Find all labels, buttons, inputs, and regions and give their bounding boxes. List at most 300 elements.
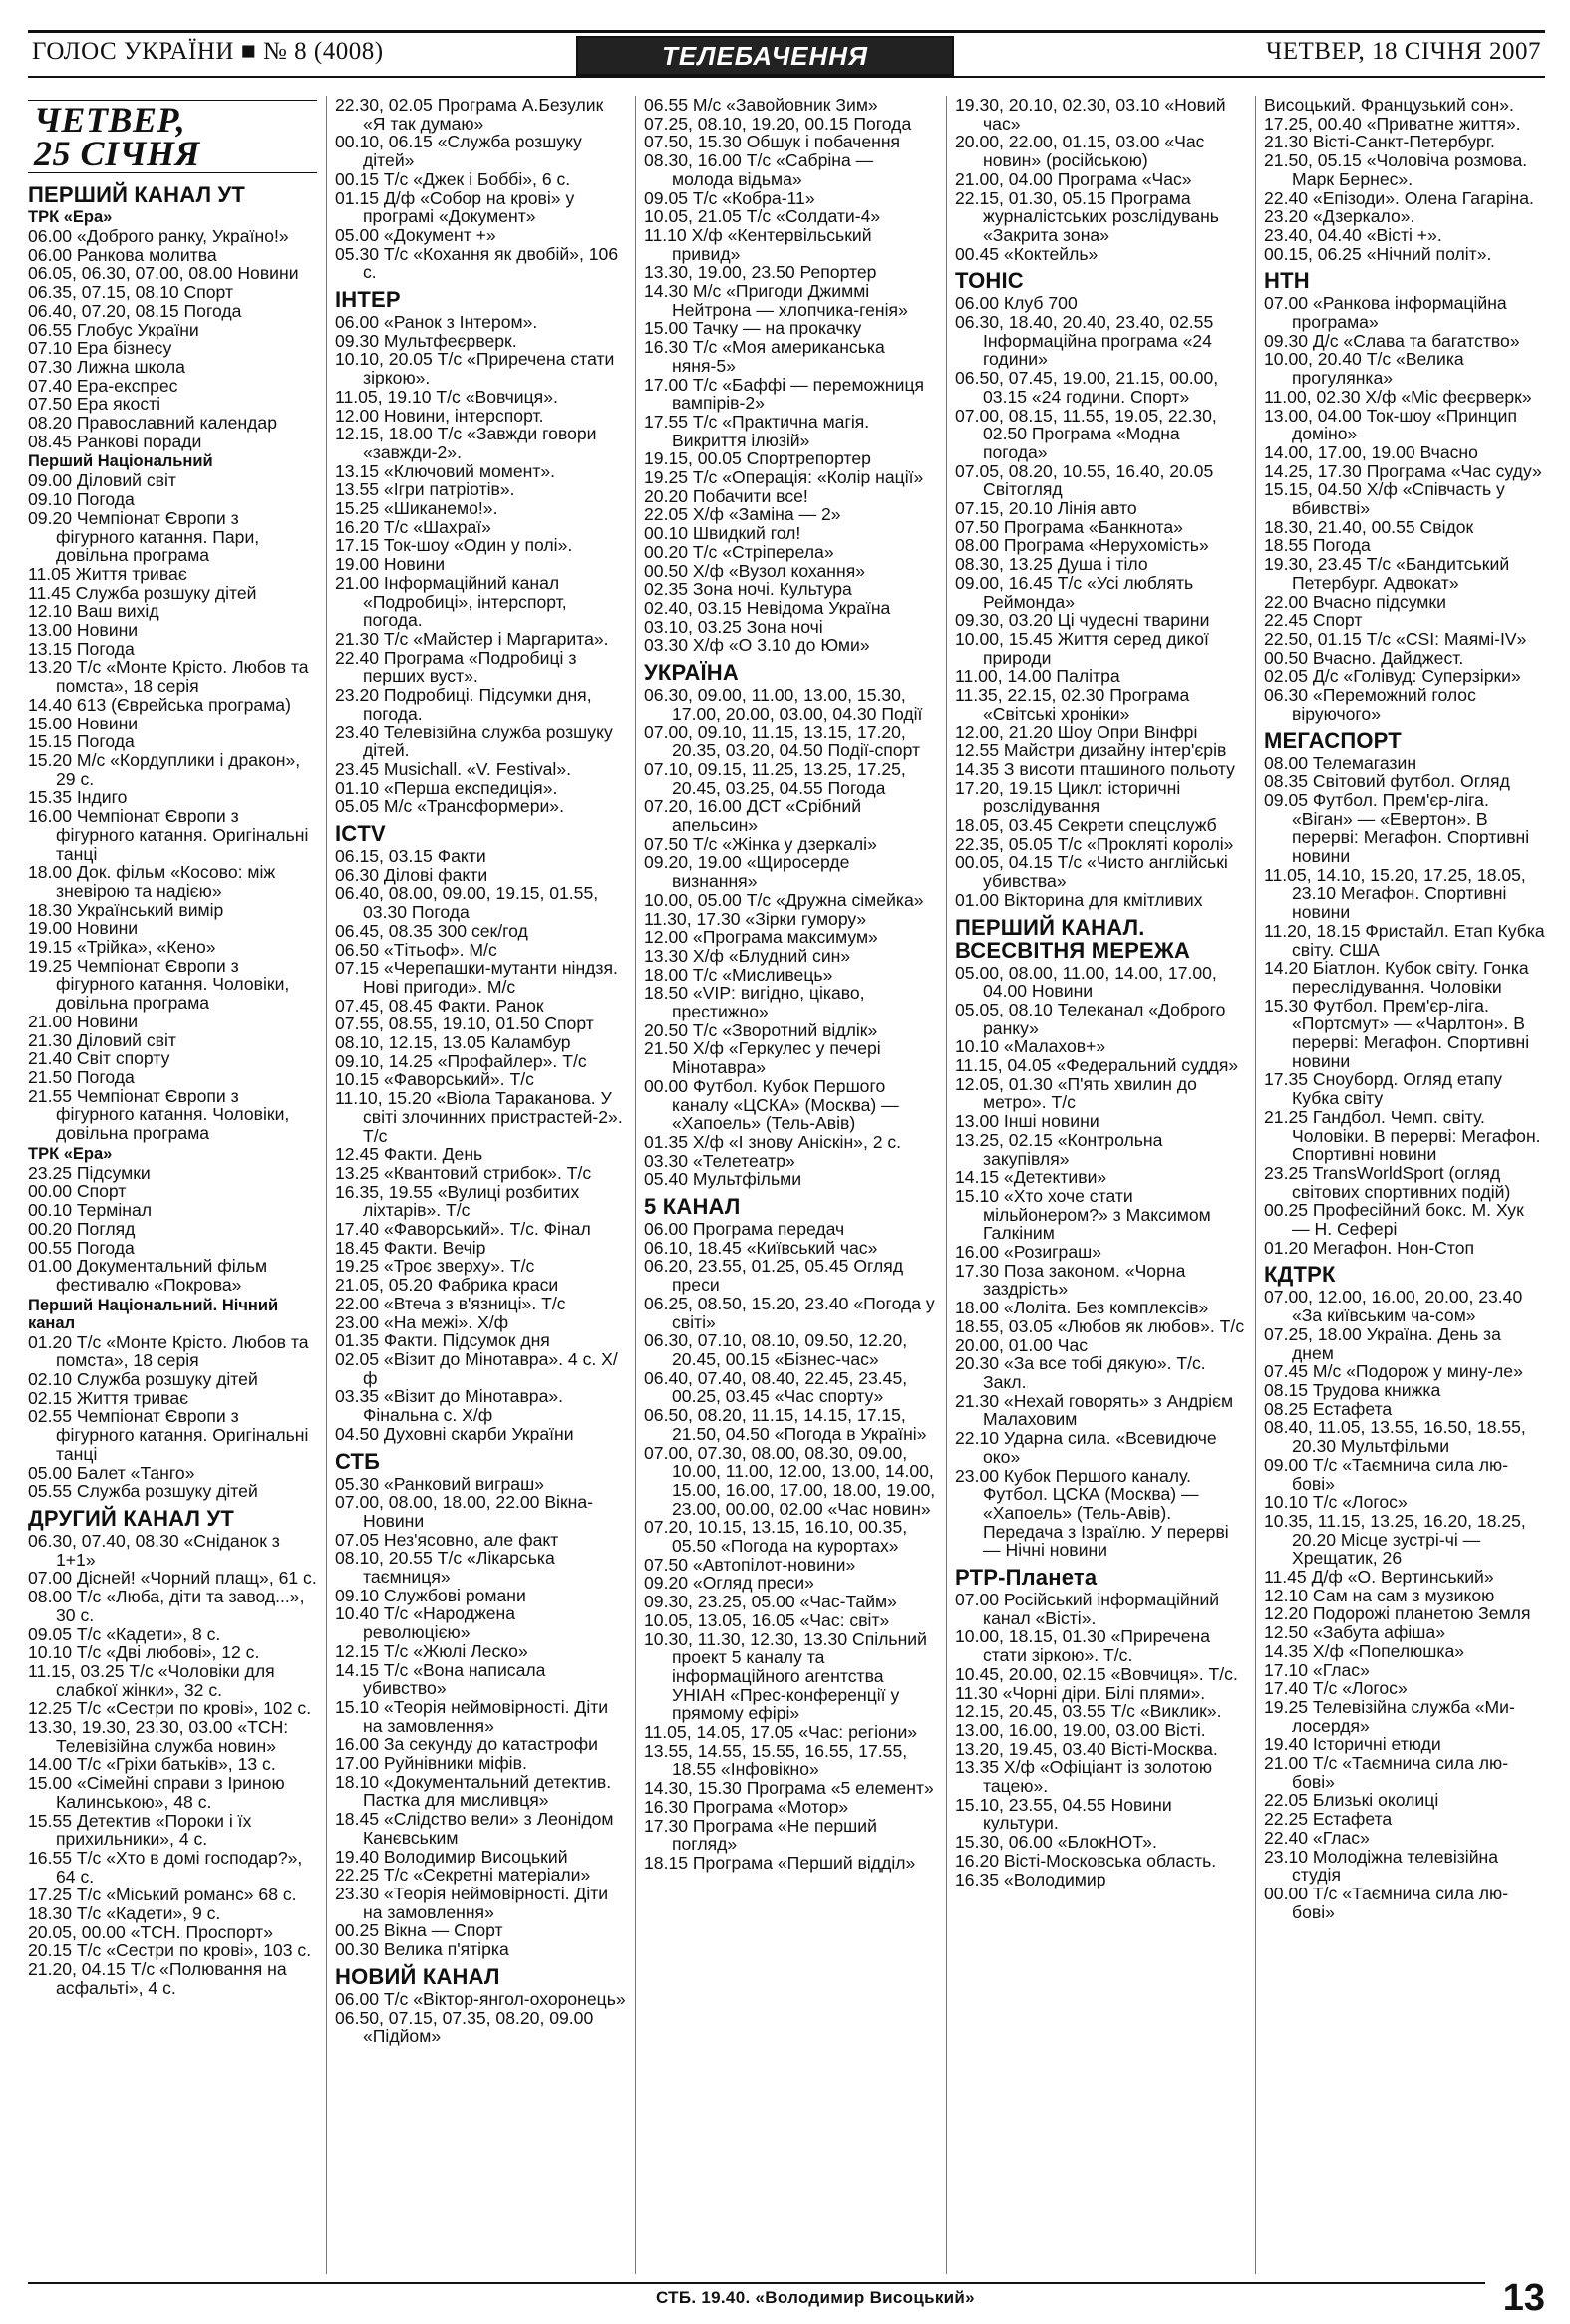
programme-entry: 07.20, 10.15, 13.15, 16.10, 00.35, 05.50 «Погода на курортах» xyxy=(644,1517,908,1557)
programme-entry: 14.35 Х/ф «Попелюшка» xyxy=(1264,1640,1465,1661)
programme-entry: 21.55 Чемпіонат Європи з фігурного катання. Чоловіки, довільна програма xyxy=(28,1085,290,1144)
programme-entry: 05.55 Служба розшуку дітей xyxy=(28,1481,258,1502)
programme-entry: 21.30 Т/с «Майстер і Маргарита». xyxy=(335,628,609,649)
programme-entry: 03.30 Х/ф «О 3.10 до Юми» xyxy=(644,635,870,656)
channel-title: ДРУГИЙ КАНАЛ УТ xyxy=(28,1506,234,1531)
programme-entry: 19.00 Новини xyxy=(28,918,139,939)
programme-entry: 12.10 Сам на сам з музикою xyxy=(1264,1585,1495,1605)
programme-entry: 07.00, 08.00, 18.00, 22.00 Вікна-Новини xyxy=(335,1492,594,1531)
programme-entry: 02.05 Д/с «Голівуд: Суперзірки» xyxy=(1264,666,1521,687)
programme-entry: 09.05 Т/с «Кадети», 8 с. xyxy=(28,1623,221,1644)
programme-entry: 12.55 Майстри дизайну інтер'єрів xyxy=(955,740,1227,761)
programme-entry: 07.20, 16.00 ДСТ «Срібний апельсин» xyxy=(644,796,862,836)
programme-entry: 09.30, 03.20 Ці чудесні тварини xyxy=(955,610,1210,631)
programme-entry: 10.05, 13.05, 16.05 «Час: світ» xyxy=(644,1609,890,1630)
programme-entry: 09.20, 19.00 «Щиросерде визнання» xyxy=(644,852,850,892)
programme-entry: 10.00, 15.45 Життя серед дикої природи xyxy=(955,628,1209,668)
programme-entry: 13.30 Х/ф «Блудний син» xyxy=(644,945,851,966)
programme-entry: 15.00 Новини xyxy=(28,713,139,733)
programme-entry: 18.30 Український вимір xyxy=(28,899,224,920)
programme-entry: 23.45 Musichall. «V. Festival». xyxy=(335,758,571,779)
programme-entry: 06.55 Глобус України xyxy=(28,319,199,340)
programme-entry: 10.10 Т/с «Дві любові», 12 с. xyxy=(28,1642,260,1663)
programme-entry: 06.50, 08.20, 11.15, 14.15, 17.15, 21.50, 04.50 «Погода в Україні» xyxy=(644,1405,927,1444)
programme-entry: 07.15, 20.10 Лінія авто xyxy=(955,498,1137,519)
programme-entry: 11.45 Д/ф «О. Вертинський» xyxy=(1264,1567,1494,1588)
programme-entry: 20.00, 22.00, 01.15, 03.00 «Час новин» (російською) xyxy=(955,132,1205,171)
programme-entry: 12.15, 18.00 Т/с «Завжди говори «завжди-2». xyxy=(335,424,597,462)
programme-entry: 00.25 Професійний бокс. М. Хук — Н. Сефері xyxy=(1264,1200,1524,1240)
programme-entry: 10.30, 11.30, 12.30, 13.30 Спільний проект 5 каналу та інформаційного агентства УНІАН «Прес-конференції у прямому ефірі» xyxy=(644,1628,927,1724)
programme-entry: 15.20 М/с «Кордуплики і дракон», 29 с. xyxy=(28,749,301,789)
programme-entry: 09.20 Чемпіонат Європи з фігурного катання. Пари, довільна програма xyxy=(28,507,260,566)
programme-entry: 05.30 Т/с «Кохання як двобій», 106 с. xyxy=(335,243,619,283)
programme-entry: 08.00 Програма «Нерухомість» xyxy=(955,535,1209,556)
programme-entry: 06.30, 07.10, 08.10, 09.50, 12.20, 20.45, 00.15 «Бізнес-час» xyxy=(644,1330,908,1369)
programme-entry: 22.50, 01.15 Т/с «CSI: Маямі-IV» xyxy=(1264,628,1527,649)
programme-entry: 08.10, 12.15, 13.05 Каламбур xyxy=(335,1032,571,1053)
channel-title: ICTV xyxy=(335,821,386,847)
programme-entry: 13.15 «Ключовий момент». xyxy=(335,460,556,481)
programme-entry: 19.15 «Трійка», «Кено» xyxy=(28,937,216,958)
programme-entry: 21.00 Інформаційний канал «Подробиці», інтерспорт, погода. xyxy=(335,572,567,631)
programme-entry: 21.30 Вісті-Санкт-Петербург. xyxy=(1264,132,1495,152)
programme-entry: 23.00 «На межі». Х/ф xyxy=(335,1311,509,1332)
column-divider xyxy=(635,96,636,2274)
masthead-top-rule xyxy=(28,30,1545,33)
programme-entry: 01.20 Мегафон. Нон-Стоп xyxy=(1264,1237,1475,1258)
tv-listings xyxy=(28,96,1545,2274)
programme-entry: 09.10, 14.25 «Профайлер». Т/с xyxy=(335,1050,587,1071)
programme-entry: 16.20 Т/с «Шахраї» xyxy=(335,516,491,537)
programme-entry: 06.45, 08.35 300 сек/год xyxy=(335,920,528,941)
programme-entry: 10.15 «Фаворський». Т/с xyxy=(335,1069,534,1090)
programme-entry: 16.00 Чемпіонат Європи з фігурного катання. Оригінальні танці xyxy=(28,806,309,864)
page-number: 13 xyxy=(1502,2277,1545,2319)
programme-entry: 18.00 «Лоліта. Без комплексів» xyxy=(955,1298,1209,1318)
programme-entry: 07.05 Нез'ясовно, але факт xyxy=(335,1529,559,1550)
programme-entry: 13.30, 19.00, 23.50 Репортер xyxy=(644,262,877,283)
programme-entry: 01.35 Х/ф «І знову Аніскін», 2 с. xyxy=(644,1131,902,1152)
programme-entry: 03.30 «Телетеатр» xyxy=(644,1150,795,1171)
programme-entry: 17.25, 00.40 «Приватне життя». xyxy=(1264,113,1521,134)
programme-entry: 06.40, 07.20, 08.15 Погода xyxy=(28,300,242,321)
channel-title: НОВИЙ КАНАЛ xyxy=(335,1963,500,1989)
programme-entry: 05.00 «Документ +» xyxy=(335,224,496,245)
programme-entry: 10.45, 20.00, 02.15 «Вовчиця». Т/с. xyxy=(955,1663,1238,1684)
programme-entry: 17.30 Програма «Не перший погляд» xyxy=(644,1815,877,1855)
channel-subtitle: Перший Національний. Нічний канал xyxy=(28,1296,279,1332)
programme-entry: 17.00 Т/с «Баффі — переможниця вампірів-2» xyxy=(644,374,925,414)
programme-entry: 21.50, 05.15 «Чоловіча розмова. Марк Бернес». xyxy=(1264,150,1528,189)
listing-column-2 xyxy=(335,96,626,2274)
programme-entry: 00.00 Спорт xyxy=(28,1181,127,1202)
programme-entry: 19.25 Т/с «Операція: «Колір нації» xyxy=(644,467,924,488)
programme-entry: 13.20, 19.45, 03.40 Вісті-Москва. xyxy=(955,1738,1218,1759)
programme-entry: 18.50 «VIP: вигідно, цікаво, престижно» xyxy=(644,983,865,1022)
programme-entry: 06.30, 09.00, 11.00, 13.00, 15.30, 17.00, 20.00, 03.00, 04.30 Події xyxy=(644,685,923,724)
programme-entry: 20.05, 00.00 «ТСН. Проспорт» xyxy=(28,1921,274,1942)
day-heading: ЧЕТВЕР, xyxy=(34,100,186,140)
programme-entry: 23.25 Підсумки xyxy=(28,1162,151,1183)
programme-entry: 17.40 «Фаворський». Т/с. Фінал xyxy=(335,1219,591,1240)
programme-entry: 12.00 «Програма максимум» xyxy=(644,927,878,948)
programme-entry: 22.35, 05.05 Т/с «Прокляті королі» xyxy=(955,833,1234,854)
programme-entry: 14.30, 15.30 Програма «5 елемент» xyxy=(644,1778,934,1799)
programme-entry: 07.40 Ера-експрес xyxy=(28,375,178,396)
programme-entry: 09.10 Службові романи xyxy=(335,1585,526,1605)
programme-entry: 00.20 Т/с «Стріперела» xyxy=(644,541,834,562)
column-divider xyxy=(1255,96,1256,2274)
programme-entry: 01.20 Т/с «Монте Крісто. Любов та помста», 18 серія xyxy=(28,1331,309,1371)
programme-entry: 00.30 Велика п'ятірка xyxy=(335,1939,509,1960)
programme-entry: 17.30 Поза законом. «Чорна заздрість» xyxy=(955,1260,1186,1300)
programme-entry: 07.45 М/с «Подорож у мину-ле» xyxy=(1264,1361,1523,1382)
section-title: ТЕЛЕБАЧЕННЯ xyxy=(662,41,868,71)
programme-entry: Висоцький. Французький сон». xyxy=(1264,96,1514,115)
programme-entry: 10.10 Т/с «Логос» xyxy=(1264,1492,1408,1513)
programme-entry: 07.25, 08.10, 19.20, 00.15 Погода xyxy=(644,113,912,134)
programme-entry: 20.50 Т/с «Зворотний відлік» xyxy=(644,1019,878,1040)
programme-entry: 23.00 Кубок Першого каналу. Футбол. ЦСКА (Москва) — «Хапоель» (Тель-Авів). Передача з Ізраїлю. У перерві — Нічні новини xyxy=(955,1465,1229,1561)
channel-title: КДТРК xyxy=(1264,1262,1336,1288)
programme-entry: 17.40 Т/с «Логос» xyxy=(1264,1678,1408,1699)
programme-entry: 07.50 Ера якості xyxy=(28,394,161,415)
programme-entry: 07.10 Ера бізнесу xyxy=(28,338,172,359)
programme-entry: 14.00, 17.00, 19.00 Вчасно xyxy=(1264,441,1478,462)
programme-entry: 00.50 Х/ф «Вузол кохання» xyxy=(644,560,866,581)
programme-entry: 12.00 Новини, інтерспорт. xyxy=(335,405,544,426)
programme-entry: 09.10 Погода xyxy=(28,489,135,510)
programme-entry: 18.05, 03.45 Секрети спецслужб xyxy=(955,815,1217,836)
programme-entry: 07.15 «Черепашки-мутанти ніндзя. Нові пригоди». М/с xyxy=(335,958,618,997)
programme-entry: 17.20, 19.15 Цикл: історичні розслідування xyxy=(955,777,1181,817)
programme-entry: 13.30, 19.30, 23.30, 03.00 «ТСН: Телевізійна служба новин» xyxy=(28,1717,289,1756)
programme-entry: 19.30, 23.45 Т/с «Бандитський Петербург. Адвокат» xyxy=(1264,554,1510,593)
listing-column-1 xyxy=(28,96,317,2274)
programme-entry: 15.30 Футбол. Прем'єр-ліга. «Портсмут» — «Чарлтон». В перерві: Мегафон. Спортивні новини xyxy=(1264,995,1530,1071)
programme-entry: 22.30, 02.05 Програма А.Безулик «Я так думаю» xyxy=(335,96,604,134)
programme-entry: 02.05 «Візит до Мінотавра». 4 с. Х/ф xyxy=(335,1349,618,1388)
programme-entry: 07.00, 08.15, 11.55, 19.05, 22.30, 02.50 Програма «Модна погода» xyxy=(955,405,1217,462)
programme-entry: 05.00, 08.00, 11.00, 14.00, 17.00, 04.00 Новини xyxy=(955,962,1217,1002)
programme-entry: 18.15 Програма «Перший відділ» xyxy=(644,1852,916,1873)
programme-entry: 21.00 Новини xyxy=(28,1011,139,1031)
programme-entry: 16.35, 19.55 «Вулиці розбитих ліхтарів». Т/с xyxy=(335,1181,580,1221)
programme-entry: 23.10 Молодіжна телевізійна студія xyxy=(1264,1846,1499,1886)
programme-entry: 19.40 Історичні етюди xyxy=(1264,1734,1441,1755)
programme-entry: 17.10 «Глас» xyxy=(1264,1659,1370,1680)
programme-entry: 06.30 «Переможний голос віруючого» xyxy=(1264,685,1476,724)
programme-entry: 21.20, 04.15 Т/с «Полювання на асфальті», 4 с. xyxy=(28,1959,287,1998)
programme-entry: 10.10 «Малахов+» xyxy=(955,1036,1106,1057)
programme-entry: 12.00, 21.20 Шоу Опри Вінфрі xyxy=(955,722,1198,742)
programme-entry: 10.35, 11.15, 13.25, 16.20, 18.25, 20.20 Місце зустрі-чі — Хрещатик, 26 xyxy=(1264,1510,1526,1569)
programme-entry: 11.15, 03.25 Т/с «Чоловіки для слабкої жінки», 32 с. xyxy=(28,1660,275,1700)
column-divider xyxy=(946,96,947,2274)
programme-entry: 18.00 Док. фільм «Косово: між зневірою та надією» xyxy=(28,862,276,901)
programme-entry: 14.35 З висоти пташиного польоту xyxy=(955,758,1235,779)
programme-entry: 07.00, 07.30, 08.00, 08.30, 09.00, 10.00, 11.00, 12.00, 13.00, 14.00, 15.00, 16.00, 17.00, 18.00, 19.00, 23.00, 00.00, 02.00 «Час новин» xyxy=(644,1442,936,1519)
programme-entry: 12.10 Ваш вихід xyxy=(28,601,159,622)
programme-entry: 11.00, 02.30 Х/ф «Міс феєрверк» xyxy=(1264,386,1532,407)
programme-entry: 00.50 Вчасно. Дайджест. xyxy=(1264,647,1464,668)
programme-entry: 06.50, 07.45, 19.00, 21.15, 00.00, 03.15 «24 години. Спорт» xyxy=(955,368,1219,407)
programme-entry: 20.20 Побачити все! xyxy=(644,485,808,506)
programme-entry: 00.10 Термінал xyxy=(28,1200,153,1221)
programme-entry: 13.55, 14.55, 15.55, 16.55, 17.55, 18.55 «Інфовікно» xyxy=(644,1740,908,1780)
programme-entry: 11.30 «Чорні діри. Білі плями». xyxy=(955,1682,1206,1703)
programme-entry: 06.10, 18.45 «Київський час» xyxy=(644,1237,878,1258)
programme-entry: 19.40 Володимир Висоцький xyxy=(335,1846,568,1867)
programme-entry: 06.40, 08.00, 09.00, 19.15, 01.55, 03.30 Погода xyxy=(335,883,599,923)
programme-entry: 01.00 Вікторина для кмітливих xyxy=(955,889,1203,910)
programme-entry: 00.00 Футбол. Кубок Першого каналу «ЦСКА» (Москва) — «Хапоель» (Тель-Авів) xyxy=(644,1075,899,1134)
channel-title: УКРАЇНА xyxy=(644,660,739,686)
programme-entry: 08.10, 20.55 Т/с «Лікарська таємниця» xyxy=(335,1548,555,1588)
programme-entry: 14.00 Т/с «Гріхи батьків», 13 с. xyxy=(28,1754,276,1775)
programme-entry: 11.35, 22.15, 02.30 Програма «Світські хроніки» xyxy=(955,685,1190,724)
programme-entry: 21.05, 05.20 Фабрика краси xyxy=(335,1275,559,1296)
programme-entry: 02.10 Служба розшуку дітей xyxy=(28,1369,258,1390)
programme-entry: 18.55, 03.05 «Любов як любов». Т/с xyxy=(955,1315,1245,1336)
programme-entry: 07.10, 09.15, 11.25, 13.25, 17.25, 20.45, 03.25, 04.55 Погода xyxy=(644,758,906,798)
programme-entry: 00.05, 04.15 Т/с «Чисто англійські убивства» xyxy=(955,852,1228,892)
programme-entry: 14.15 «Детективи» xyxy=(955,1167,1107,1188)
programme-entry: 01.10 «Перша експедиція». xyxy=(335,777,558,798)
programme-entry: 19.25 Телевізійна служба «Ми-лосердя» xyxy=(1264,1696,1515,1736)
programme-entry: 18.55 Погода xyxy=(1264,535,1371,556)
programme-entry: 15.10 «Теорія неймовірності. Діти на замовлення» xyxy=(335,1696,609,1736)
programme-entry: 20.30 «За все тобі дякую». Т/с. Закл. xyxy=(955,1353,1206,1392)
programme-entry: 20.15 Т/с «Сестри по крові», 103 с. xyxy=(28,1940,312,1961)
programme-entry: 23.20 «Дзеркало». xyxy=(1264,206,1415,227)
programme-entry: 18.30, 21.40, 00.55 Свідок xyxy=(1264,516,1474,537)
channel-title: ПЕРШИЙ КАНАЛ. ВСЕСВІТНЯ МЕРЕЖА xyxy=(955,914,1191,963)
programme-entry: 02.35 Зона ночі. Культура xyxy=(644,579,852,600)
programme-entry: 02.15 Життя триває xyxy=(28,1387,189,1408)
channel-title: ТОНІС xyxy=(955,268,1024,294)
programme-entry: 00.10 Швидкий гол! xyxy=(644,523,801,544)
programme-entry: 15.10 «Хто хоче стати мільйонером?» з Максимом Галкіним xyxy=(955,1185,1211,1244)
programme-entry: 06.00 «Ранок з Інтером». xyxy=(335,312,538,333)
listing-column-3 xyxy=(644,96,937,2274)
programme-entry: 15.25 «Шиканемо!». xyxy=(335,498,498,519)
programme-entry: 16.30 Т/с «Моя американська няня-5» xyxy=(644,337,885,376)
programme-entry: 11.05, 14.05, 17.05 «Час: регіони» xyxy=(644,1722,918,1743)
programme-entry: 07.50 Т/с «Жінка у дзеркалі» xyxy=(644,833,877,854)
programme-entry: 03.35 «Візит до Мінотавра». Фінальна с. Х/ф xyxy=(335,1386,564,1426)
programme-entry: 23.40 Телевізійна служба розшуку дітей. xyxy=(335,722,613,761)
programme-entry: 09.30 Мультфеєрверк. xyxy=(335,330,517,351)
programme-entry: 12.45 Факти. День xyxy=(335,1144,483,1165)
programme-entry: 12.50 «Забута афіша» xyxy=(1264,1622,1445,1643)
channel-subtitle: Перший Національний xyxy=(28,452,213,471)
programme-entry: 19.00 Новини xyxy=(335,554,446,575)
programme-entry: 06.30, 18.40, 20.40, 23.40, 02.55 Інформаційна програма «24 години» xyxy=(955,312,1214,370)
programme-entry: 06.40, 07.40, 08.40, 22.45, 23.45, 00.25, 03.45 «Час спорту» xyxy=(644,1367,908,1407)
channel-title: СТБ xyxy=(335,1448,381,1474)
programme-entry: 17.00 Руйнівники міфів. xyxy=(335,1753,527,1774)
programme-entry: 09.00 Т/с «Таємнича сила лю-бові» xyxy=(1264,1454,1509,1494)
programme-entry: 06.00 Програма передач xyxy=(644,1219,845,1240)
programme-entry: 21.40 Світ спорту xyxy=(28,1048,170,1069)
programme-entry: 05.00 Балет «Танго» xyxy=(28,1462,195,1483)
programme-entry: 21.50 Х/ф «Геркулес у печері Мінотавра» xyxy=(644,1038,881,1078)
issue-date: ЧЕТВЕР, 18 СІЧНЯ 2007 xyxy=(1266,38,1541,65)
channel-title: РТР-Планета xyxy=(955,1565,1098,1591)
programme-entry: 18.00 Т/с «Мисливець» xyxy=(644,964,833,985)
programme-entry: 00.15, 06.25 «Нічний політ». xyxy=(1264,243,1492,264)
programme-entry: 13.20 Т/с «Монте Крісто. Любов та помста», 18 серія xyxy=(28,657,309,697)
programme-entry: 16.30 Програма «Мотор» xyxy=(644,1796,849,1817)
programme-entry: 13.00, 04.00 Ток-шоу «Принцип доміно» xyxy=(1264,405,1518,444)
programme-entry: 22.00 «Втеча з в'язниці». Т/с xyxy=(335,1293,566,1313)
programme-entry: 11.05, 19.10 Т/с «Вовчиця». xyxy=(335,386,558,407)
programme-entry: 07.25, 18.00 Україна. День за днем xyxy=(1264,1323,1501,1363)
channel-title: ПЕРШИЙ КАНАЛ УТ xyxy=(28,182,246,207)
programme-entry: 07.45, 08.45 Факти. Ранок xyxy=(335,995,544,1016)
programme-entry: 06.15, 03.15 Факти xyxy=(335,846,486,867)
programme-entry: 12.25 Т/с «Сестри по крові», 102 с. xyxy=(28,1698,312,1719)
programme-entry: 11.05 Життя триває xyxy=(28,563,187,584)
programme-entry: 15.30, 06.00 «БлокНОТ». xyxy=(955,1832,1157,1853)
programme-entry: 13.25, 02.15 «Контрольна закупівля» xyxy=(955,1129,1163,1169)
programme-entry: 22.10 Ударна сила. «Всевидюче око» xyxy=(955,1428,1217,1467)
programme-entry: 21.50 Погода xyxy=(28,1066,135,1087)
programme-entry: 05.05 М/с «Трансформери». xyxy=(335,796,564,817)
programme-entry: 06.30 Ділові факти xyxy=(335,864,488,885)
programme-entry: 00.25 Вікна — Спорт xyxy=(335,1920,503,1941)
channel-title: 5 КАНАЛ xyxy=(644,1194,741,1220)
footer-promo: СТБ. 19.40. «Володимир Висоцький» xyxy=(656,2288,975,2307)
section-banner xyxy=(576,36,954,76)
channel-title: МЕГАСПОРТ xyxy=(1264,727,1402,753)
programme-entry: 08.25 Естафета xyxy=(1264,1398,1393,1419)
programme-entry: 08.35 Світовий футбол. Огляд xyxy=(1264,771,1510,792)
programme-entry: 01.35 Факти. Підсумок дня xyxy=(335,1330,550,1351)
programme-entry: 07.00 «Ранкова інформаційна програма» xyxy=(1264,293,1507,333)
programme-entry: 16.00 «Розиграш» xyxy=(955,1242,1102,1263)
programme-entry: 06.00 «Доброго ранку, Україно!» xyxy=(28,226,289,246)
programme-entry: 15.00 Тачку — на прокачку xyxy=(644,318,862,339)
programme-entry: 02.40, 03.15 Невідома Україна xyxy=(644,597,891,618)
programme-entry: 00.10, 06.15 «Служба розшуку дітей» xyxy=(335,132,582,171)
programme-entry: 23.40, 04.40 «Вісті +». xyxy=(1264,224,1442,245)
programme-entry: 09.20 «Огляд преси» xyxy=(644,1573,814,1594)
footer-rule xyxy=(28,2282,1485,2284)
programme-entry: 21.25 Гандбол. Чемп. світу. Чоловіки. В перерві: Мегафон. Спортивні новини xyxy=(1264,1106,1541,1165)
programme-entry: 19.15, 00.05 Спортрепортер xyxy=(644,448,871,469)
programme-entry: 11.45 Служба розшуку дітей xyxy=(28,582,257,603)
programme-entry: 06.00 Ранкова молитва xyxy=(28,244,217,265)
programme-entry: 11.00, 14.00 Палітра xyxy=(955,666,1120,687)
programme-entry: 10.10, 20.05 Т/с «Приречена стати зіркою». xyxy=(335,349,615,389)
programme-entry: 17.35 Сноуборд. Огляд етапу Кубка світу xyxy=(1264,1069,1503,1109)
programme-entry: 01.15 Д/ф «Собор на крові» у програмі «Документ» xyxy=(335,187,575,227)
programme-entry: 06.20, 23.55, 01.25, 05.45 Огляд преси xyxy=(644,1256,904,1296)
programme-entry: 23.25 TransWorldSport (огляд світових спортивних подій) xyxy=(1264,1162,1511,1202)
programme-entry: 04.50 Духовні скарби України xyxy=(335,1423,574,1444)
programme-entry: 07.50 Програма «Банкнота» xyxy=(955,516,1183,537)
programme-entry: 17.55 Т/с «Практична магія. Викриття ілюзій» xyxy=(644,411,870,450)
listing-column-5 xyxy=(1264,96,1545,2274)
newspaper-name: ГОЛОС УКРАЇНИ ■ № 8 (4008) xyxy=(32,38,384,65)
programme-entry: 15.35 Індиго xyxy=(28,787,128,808)
programme-entry: 11.05, 14.10, 15.20, 17.25, 18.05, 23.10 Мегафон. Спортивні новини xyxy=(1264,864,1526,923)
programme-entry: 13.35 Х/ф «Офіціант із золотою тацею». xyxy=(955,1757,1213,1797)
programme-entry: 07.00 Дісней! «Чорний плащ», 61 с. xyxy=(28,1568,317,1589)
programme-entry: 06.50, 07.15, 07.35, 08.20, 09.00 «Підйом» xyxy=(335,2007,594,2047)
programme-entry: 14.40 613 (Єврейська програма) xyxy=(28,694,291,715)
programme-entry: 19.30, 20.10, 02.30, 03.10 «Новий час» xyxy=(955,96,1226,134)
programme-entry: 12.20 Подорожі планетою Земля xyxy=(1264,1603,1531,1624)
programme-entry: 22.45 Спорт xyxy=(1264,610,1363,631)
programme-entry: 20.00, 01.00 Час xyxy=(955,1334,1089,1355)
programme-entry: 00.45 «Коктейль» xyxy=(955,243,1099,264)
programme-entry: 06.00 Т/с «Віктор-янгол-охоронець» xyxy=(335,1988,626,2009)
programme-entry: 22.40 «Епізоди». Олена Гагаріна. xyxy=(1264,187,1534,208)
programme-entry: 07.55, 08.55, 19.10, 01.50 Спорт xyxy=(335,1014,594,1034)
programme-entry: 06.00 Клуб 700 xyxy=(955,293,1078,314)
programme-entry: 08.15 Трудова книжка xyxy=(1264,1380,1441,1400)
page-footer xyxy=(28,2278,1545,2318)
programme-entry: 15.55 Детектив «Пороки і їх прихильники», 4 с. xyxy=(28,1810,252,1850)
day-heading-box xyxy=(28,100,317,173)
programme-entry: 14.15 Т/с «Вона написала убивство» xyxy=(335,1659,546,1699)
programme-entry: 09.05 Т/с «Кобра-11» xyxy=(644,187,815,208)
programme-entry: 15.10, 23.55, 04.55 Новини культури. xyxy=(955,1794,1172,1834)
programme-entry: 09.00 Діловий світ xyxy=(28,470,176,491)
programme-entry: 19.25 Чемпіонат Європи з фігурного катання. Чоловіки, довільна програма xyxy=(28,955,290,1014)
programme-entry: 11.10, 15.20 «Віола Тараканова. У світі злочинних пристрастей-2». Т/с xyxy=(335,1088,623,1146)
programme-entry: 13.25 «Квантовий стрибок». Т/с xyxy=(335,1162,592,1183)
programme-entry: 23.20 Подробиці. Підсумки дня, погода. xyxy=(335,685,592,724)
programme-entry: 09.05 Футбол. Прем'єр-ліга. «Віган» — «Евертон». В перерві: Мегафон. Спортивні новини xyxy=(1264,789,1530,867)
programme-entry: 13.55 «Ігри патріотів». xyxy=(335,479,515,500)
programme-entry: 07.50, 15.30 Обшук і побачення xyxy=(644,132,901,152)
programme-entry: 14.25, 17.30 Програма «Час суду» xyxy=(1264,460,1542,481)
programme-entry: 08.00 Т/с «Люба, діти та завод...», 30 с. xyxy=(28,1587,305,1625)
programme-entry: 21.30 Діловий світ xyxy=(28,1029,176,1050)
masthead-bottom-rule xyxy=(28,76,1545,78)
programme-entry: 03.10, 03.25 Зона ночі xyxy=(644,616,823,637)
programme-entry: 06.35, 07.15, 08.10 Спорт xyxy=(28,282,233,303)
programme-entry: 05.05, 08.10 Телеканал «Доброго ранку» xyxy=(955,999,1226,1038)
programme-entry: 08.45 Ранкові поради xyxy=(28,431,202,451)
programme-entry: 00.00 Т/с «Таємнича сила лю-бові» xyxy=(1264,1883,1509,1922)
programme-entry: 00.15 Т/с «Джек і Боббі», 6 с. xyxy=(335,168,571,189)
programme-entry: 07.30 Лижна школа xyxy=(28,356,185,377)
programme-entry: 08.30, 16.00 Т/с «Сабріна — молода відьма» xyxy=(644,150,874,189)
programme-entry: 07.50 «Автопілот-новини» xyxy=(644,1554,856,1575)
programme-entry: 05.30 «Ранковий виграш» xyxy=(335,1473,544,1494)
programme-entry: 11.10 Х/ф «Кентервільський привид» xyxy=(644,224,872,264)
programme-entry: 13.00, 16.00, 19.00, 03.00 Вісті. xyxy=(955,1719,1206,1740)
programme-entry: 13.00 Інші новини xyxy=(955,1111,1099,1132)
programme-entry: 11.15, 04.05 «Федеральний суддя» xyxy=(955,1055,1239,1076)
programme-entry: 08.30, 13.25 Душа і тіло xyxy=(955,554,1148,575)
programme-entry: 22.40 «Глас» xyxy=(1264,1827,1370,1848)
programme-entry: 10.40 Т/с «Народжена революцією» xyxy=(335,1603,516,1643)
programme-entry: 22.40 Програма «Подробиці з перших вуст». xyxy=(335,647,577,687)
programme-entry: 16.55 Т/с «Хто в домі господар?», 64 с. xyxy=(28,1847,303,1887)
programme-entry: 16.20 Вісті-Московська область. xyxy=(955,1850,1217,1871)
programme-entry: 17.15 Ток-шоу «Один у полі». xyxy=(335,535,573,556)
programme-entry: 07.05, 08.20, 10.55, 16.40, 20.05 Світогляд xyxy=(955,460,1214,500)
masthead xyxy=(28,22,1545,80)
channel-title: НТН xyxy=(1264,268,1310,294)
